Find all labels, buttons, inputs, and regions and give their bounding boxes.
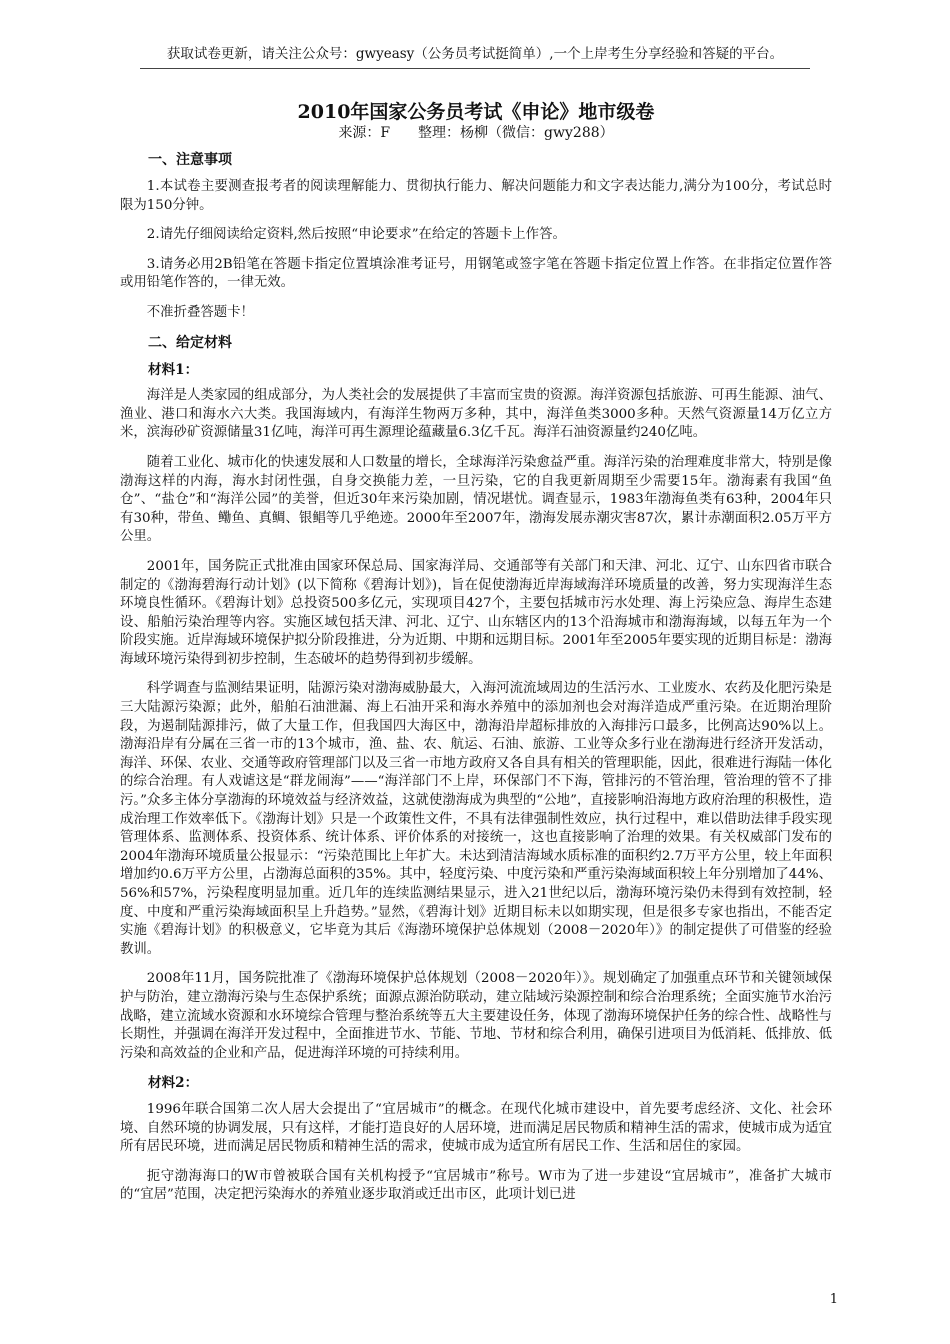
section-heading-notes: 一、注意事项 [148, 152, 232, 168]
header-notice: 获取试卷更新，请关注公众号：gwyeasy（公务员考试挺简单）,一个上岸考生分享经验和答疑的平台。 [166, 46, 784, 62]
page-number: 1 [829, 1292, 838, 1307]
note-paragraph: 2.请先仔细阅读给定资料,然后按照“申论要求”在给定的答题卡上作答。 [146, 227, 566, 243]
document-body [120, 100, 832, 1216]
material-2-label: 材料2： [148, 1075, 199, 1092]
material-1-paragraph: 随着工业化、城市化的快速发展和人口数量的增长，全球海洋污染愈益严重。海洋污染的治理难度非常大，特别是像渤海这样的内海，海水封闭性强，自身交换能力差，一旦污染，它的自我更新周期至少需要15年。渤海素有我国“鱼仓”、“盐仓”和“海洋公园”的美誉，但近30年来污染加剧，情况堪忧。调查显示，1983年渤海鱼类有63种，2004年只有30种，带鱼、鳓鱼、真鲷、银鲳等几乎绝迹。2000年至2007年，渤海发展赤潮灾害87次，累计赤潮面积2.05万平方公里。 [120, 454, 832, 545]
material-2-paragraph: 扼守渤海海口的W市曾被联合国有关机构授予“宜居城市”称号。W市为了进一步建设“宜居城市”，准备扩大城市的“宜居”范围，决定把污染海水的养殖业逐步取消或迁出市区，此项计划已进 [120, 1168, 832, 1203]
material-1-paragraph: 科学调查与监测结果证明，陆源污染对渤海威胁最大，入海河流流域周边的生活污水、工业废水、农药及化肥污染是三大陆源污染源；此外，船舶石油泄漏、海上石油开采和海水养殖中的添加剂也会对海洋造成严重污染。在近期治理阶段，为遏制陆源排污，做了大量工作，但我国四大海区中，渤海沿岸超标排放的入海排污口最多，比例高达90%以上。渤海沿岸有分属在三省一市的13个城市，渔、盐、农、航运、石油、旅游、工业等众多行业在渤海进行经济开发活动，海洋、环保、农业、交通等政府管理部门以及三省一市地方政府又各自具有相关的管理职能，因此，很难进行海陆一体化的综合治理。有人戏谑这是“群龙闹海”——“海洋部门不上岸，环保部门不下海，管排污的不管治理，管治理的管不了排污。”众多主体分享渤海的环境效益与经济效益，这就使渤海成为典型的“公地”，直接影响沿海地方政府治理的积极性，造成治理工作效率低下。《渤海计划》只是一个政策性文件，不具有法律强制性效应，执行过程中，难以借助法律手段实现管理体系、监测体系、投资体系、统计体系、评价体系的对接统一，这也直接影响了治理的效果。有关权威部门发布的2004年渤海环境质量公报显示：“污染范围比上年扩大。未达到清洁海域水质标准的面积约2.7万平方公里，较上年面积增加约0.6万平方公里，占渤海总面积的35%。其中，轻度污染、中度污染和严重污染海域面积较上年分别增加了44%、56%和57%，污染程度明显加重。近几年的连续监测结果显示，进入21世纪以后，渤海环境污染仍未得到有效控制，轻度、中度和严重污染海域面积呈上升趋势。”显然，《碧海计划》近期目标未以如期实现，但是很多专家也指出，不能否定实施《碧海计划》的积极意义，它毕竟为其后《海渤环境保护总体规划（2008－2020年）》的制定提供了可借鉴的经验教训。 [120, 681, 832, 957]
note-paragraph: 不准折叠答题卡！ [146, 304, 254, 320]
document-subtitle: 来源：F 整理：杨柳（微信：gwy288） [338, 125, 614, 141]
material-2-paragraph: 1996年联合国第二次人居大会提出了“宜居城市”的概念。在现代化城市建设中，首先要考虑经济、文化、社会环境、自然环境的协调发展，只有这样，才能打造良好的人居环境，进而满足居民物质和精神生活的需求，使城市成为适宜所有居民环境，进而满足居民物质和精神生活的需求，使城市成为适宜所有居民工作、生活和居住的家园。 [120, 1101, 832, 1155]
section-heading-materials: 二、给定材料 [148, 334, 232, 351]
note-paragraph: 3.请务必用2B铅笔在答题卡指定位置填涂准考证号，用钢笔或签字笔在答题卡指定位置上作答。在非指定位置作答或用铅笔作答的，一律无效。 [120, 256, 832, 291]
note-paragraph: 1.本试卷主要测查报考者的阅读理解能力、贯彻执行能力、解决问题能力和文字表达能力,满分为100分，考试总时限为150分钟。 [120, 179, 832, 213]
material-1-paragraph: 海洋是人类家园的组成部分，为人类社会的发展提供了丰富而宝贵的资源。海洋资源包括旅游、可再生能源、油气、渔业、港口和海水六大类。我国海域内，有海洋生物两万多种，其中，海洋鱼类3000多种。天然气资源量14万亿立方米，滨海砂矿资源储量31亿吨，海洋可再生源理论蕴藏量6.3亿千瓦。海洋石油资源量约240亿吨。 [120, 388, 832, 441]
document-title: 2010年国家公务员考试《申论》地市级卷 [297, 101, 655, 123]
header-divider [140, 68, 810, 69]
material-1-paragraph: 2001年，国务院正式批准由国家环保总局、国家海洋局、交通部等有关部门和天津、河北、辽宁、山东四省市联合制定的《渤海碧海行动计划》(以下简称《碧海计划》)，旨在促使渤海近岸海域海洋环境质量的改善，努力实现海洋生态环境良性循环。《碧海计划》总投资500多亿元，实现项目427个，主要包括城市污水处理、海上污染应急、海岸生态建设、船舶污染治理等内容。实施区域包括天津、河北、辽宁、山东辖区内的13个沿海城市和渤海海域，以每五年为一个阶段实施。近岸海域环境保护拟分阶段推进，分为近期、中期和远期目标。2001年至2005年要实现的近期目标是：渤海海域环境污染得到初步控制，生态破坏的趋势得到初步缓解。 [120, 558, 832, 667]
material-1-paragraph: 2008年11月，国务院批准了《渤海环境保护总体规划（2008－2020年）》。规划确定了加强重点环节和关键领域保护与防治，建立渤海污染与生态保护系统；面源点源治防联动，建立陆域污染源控制和综合治理系统；全面实施节水治污战略，建立流域水资源和水环境综合管理与整治系统等五大主要建设任务，体现了渤海环境保护任务的综合性、战略性与长期性，并强调在海洋开发过程中，全面推进节水、节能、节地、节材和综合利用，确保引进项目为低消耗、低排放、低污染和高效益的企业和产品，促进海洋环境的可持续利用。 [120, 971, 832, 1061]
material-1-label: 材料1： [148, 361, 199, 378]
